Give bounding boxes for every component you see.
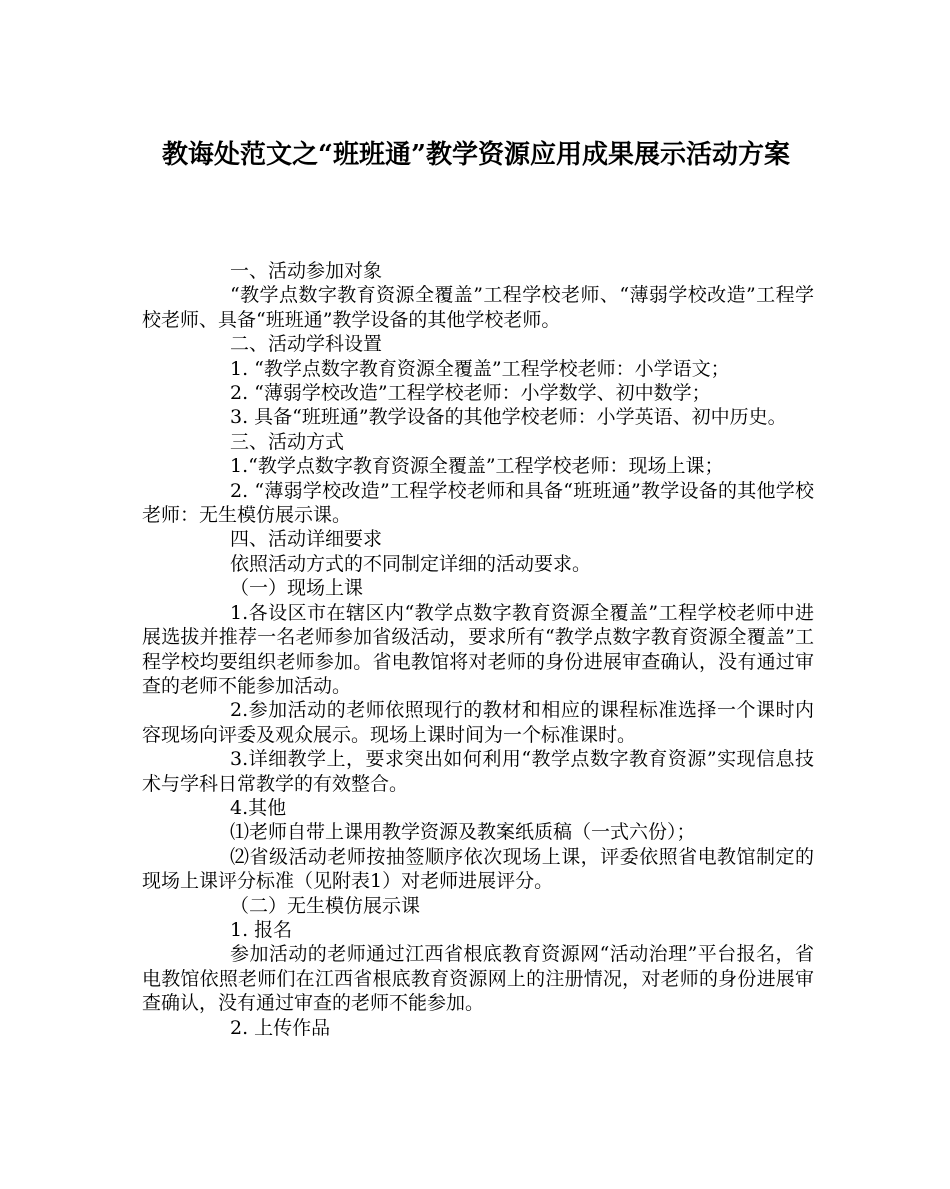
paragraph: “教学点数字教育资源全覆盖”工程学校老师、“薄弱学校改造”工程学校老师、具备“班班通”教学设备的其他学校老师。: [142, 284, 814, 331]
list-item: 1. 报名: [230, 918, 293, 941]
document-title: 教诲处范文之“班班通”教学资源应用成果展示活动方案: [162, 140, 790, 170]
subsection-heading: （二）无生模仿展示课: [230, 894, 421, 917]
paragraph: 依照活动方式的不同制定详细的活动要求。: [230, 552, 592, 575]
subsection-heading: （一）现场上课: [230, 577, 364, 600]
list-item: 4.其他: [230, 796, 287, 819]
document-body: [142, 259, 814, 1040]
paragraph: 2.参加活动的老师依照现行的教材和相应的课程标准选择一个课时内容现场向评委及观众展示。现场上课时间为一个标准课时。: [142, 699, 814, 746]
list-item: 1.“教学点数字教育资源全覆盖”工程学校老师：现场上课；: [230, 455, 724, 478]
section-heading: 二、活动学科设置: [230, 333, 383, 356]
section-heading: 三、活动方式: [230, 430, 345, 453]
section-heading: 一、活动参加对象: [230, 260, 383, 282]
paragraph: 1.各设区市在辖区内“教学点数字教育资源全覆盖”工程学校老师中进展选拔并推荐一名老师参加省级活动，要求所有“教学点数字教育资源全覆盖”工程学校均要组织老师参加。省电教馆将对老师的身份进展审查确认，没有通过审查的老师不能参加活动。: [142, 601, 814, 697]
list-item: ⑵省级活动老师按抽签顺序依次现场上课，评委依照省电教馆制定的现场上课评分标准（见附表1）对老师进展评分。: [142, 845, 814, 893]
list-item: ⑴老师自带上课用教学资源及教案纸质稿（一式六份）；: [230, 821, 696, 844]
section-heading: 四、活动详细要求: [230, 528, 383, 551]
list-item: 3. 具备“班班通”教学设备的其他学校老师：小学英语、初中历史。: [230, 406, 787, 429]
paragraph: 3.详细教学上，要求突出如何利用“教学点数字教育资源”实现信息技术与学科日常教学的有效整合。: [142, 748, 814, 795]
list-item: 2. “薄弱学校改造”工程学校老师：小学数学、初中数学；: [230, 382, 711, 405]
paragraph: 参加活动的老师通过江西省根底教育资源网“活动治理”平台报名，省电教馆依照老师们在江西省根底教育资源网上的注册情况，对老师的身份进展审查确认，没有通过审查的老师不能参加。: [142, 943, 814, 1015]
list-item: 1. “教学点数字教育资源全覆盖”工程学校老师：小学语文；: [230, 357, 730, 380]
list-item: 2. “薄弱学校改造”工程学校老师和具备“班班通”教学设备的其他学校老师：无生模仿展示课。: [142, 479, 814, 527]
list-item: 2. 上传作品: [230, 1016, 331, 1039]
